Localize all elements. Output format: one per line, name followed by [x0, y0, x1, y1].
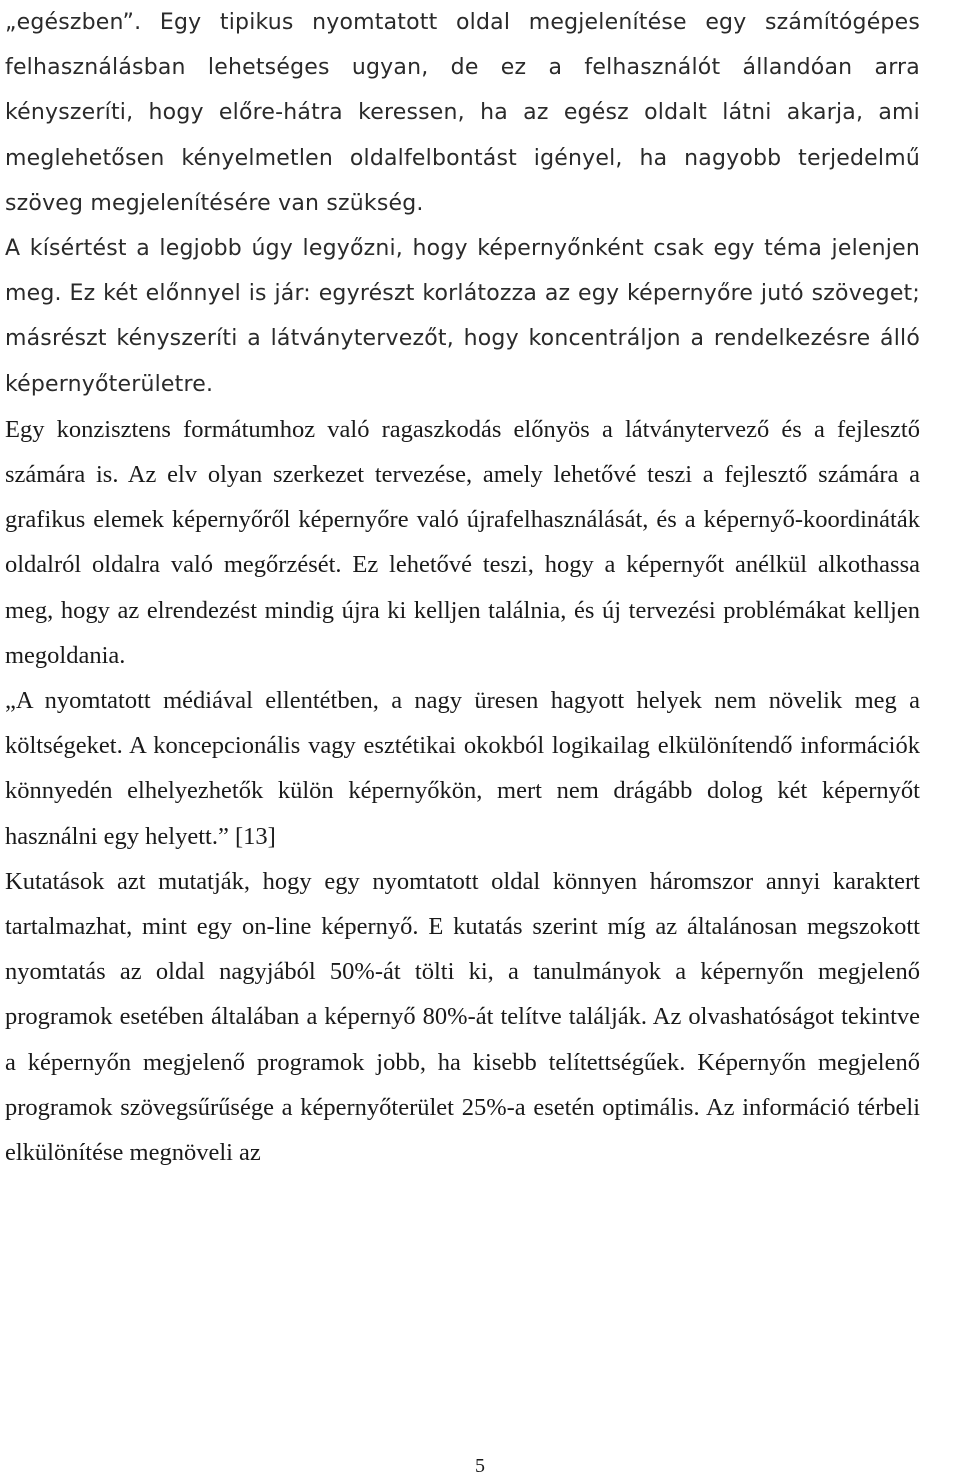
paragraph-consistent-format: Egy konzisztens formátumhoz való ragaszkodás előnyös a látványtervező és a fejlesztő számára is. Az elv olyan szerkezet tervezése, amely lehetővé teszi a fejlesztő számára a grafikus elemek képernyőről képernyőre való újrafelhasználását, és a képernyő-koordináták oldalról oldalra való megőrzését. Ez lehetővé teszi, hogy a képernyőt anélkül alkothassa meg, hogy az elrendezést mindig újra ki kelljen találnia, és új tervezési problémákat kelljen megoldania. [5, 415, 920, 669]
paragraph-one-topic-per-screen: A kísértést a legjobb úgy legyőzni, hogy képernyőnként csak egy téma jelenjen meg. Ez két előnnyel is jár: egyrészt korlátozza az egy képernyőre jutó szöveget; másrészt kényszeríti a látványtervezőt, hogy koncentráljon a rendelkezésre álló képernyőterületre. [5, 236, 920, 397]
paragraph-research: Kutatások azt mutatják, hogy egy nyomtatott oldal könnyen háromszor annyi karaktert tartalmazhat, mint egy on-line képernyő. E kutatás szerint míg az általánosan megszokott nyomtatás az oldal nagyjából 50%-át tölti ki, a tanulmányok a képernyőn megjelenő programok esetében általában a képernyő 80%-át telítve találják. Az olvashatóságot tekintve a képernyőn megjelenő programok jobb, ha kisebb telítettségűek. Képernyőn megjelenő programok szövegsűrűsége a képernyőterület 25%-a esetén optimális. Az információ térbeli elkülönítése megnöveli az [5, 867, 920, 1167]
document-page [5, 0, 920, 1175]
page-number: 5 [475, 1455, 485, 1477]
paragraph-continuation: „egészben”. Egy tipikus nyomtatott oldal megjelenítése egy számítógépes felhasználásban lehetséges ugyan, de ez a felhasználót állandóan arra kényszeríti, hogy előre-hátra keressen, ha az egész oldalt látni akarja, ami meglehetősen kényelmetlen oldalfelbontást igényel, ha nagyobb terjedelmű szöveg megjelenítésére van szükség. [5, 10, 920, 216]
paragraph-quote: „A nyomtatott médiával ellentétben, a nagy üresen hagyott helyek nem növelik meg a költségeket. A koncepcionális vagy esztétikai okokból logikailag elkülönítendő információk könnyedén elhelyezhetők külön képernyőkön, mert nem drágább dolog két képernyőt használni egy helyett.” [13] [5, 687, 920, 850]
